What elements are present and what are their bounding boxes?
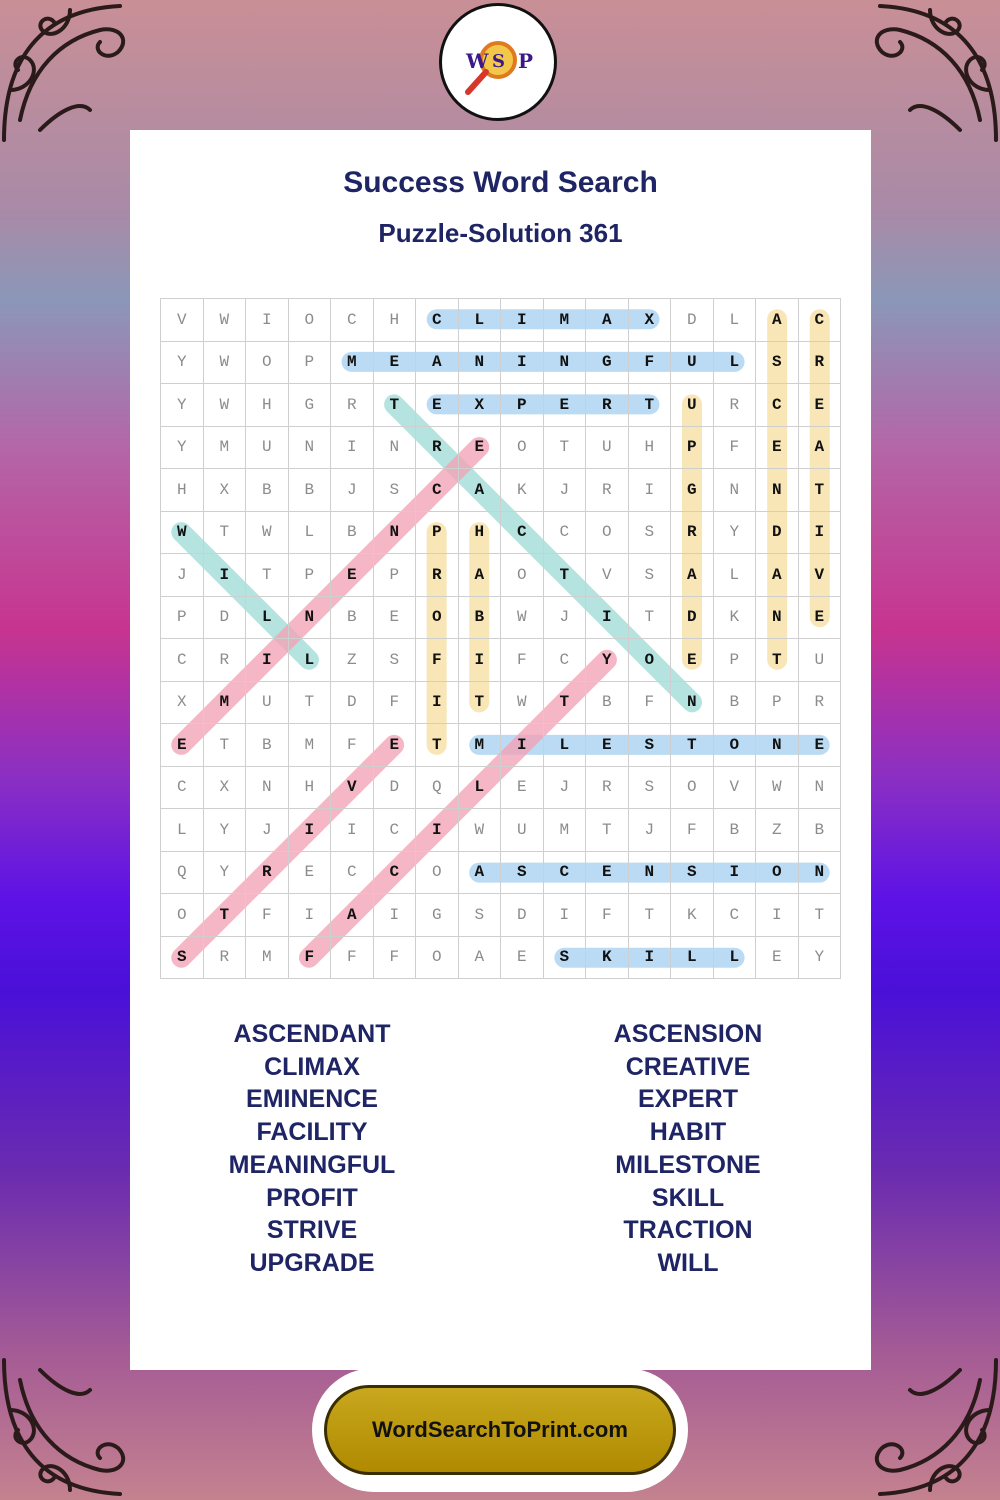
grid-cell[interactable]: I	[544, 894, 587, 937]
grid-cell[interactable]: C	[501, 512, 544, 555]
corner-ornament-icon	[0, 1350, 150, 1500]
grid-cell[interactable]: N	[714, 469, 757, 512]
grid-cell[interactable]: I	[629, 469, 672, 512]
grid-cell[interactable]: O	[416, 597, 459, 640]
grid-cell[interactable]: T	[629, 894, 672, 937]
corner-ornament-icon	[0, 0, 150, 150]
grid-cell[interactable]: A	[331, 894, 374, 937]
grid-cell[interactable]: O	[671, 767, 714, 810]
grid-cell[interactable]: P	[416, 512, 459, 555]
grid-cell[interactable]: O	[714, 724, 757, 767]
grid-cell[interactable]: B	[714, 809, 757, 852]
grid-cell[interactable]: S	[756, 342, 799, 385]
word-list-item: EXPERT	[637, 1085, 739, 1114]
word-list-item: ASCENDANT	[233, 1020, 391, 1048]
grid-cell[interactable]: L	[671, 937, 714, 980]
grid-cell[interactable]: I	[756, 894, 799, 937]
grid-cell[interactable]: J	[544, 597, 587, 640]
grid-cell[interactable]: M	[204, 682, 247, 725]
grid-cell[interactable]: P	[671, 427, 714, 470]
grid-cell[interactable]: M	[289, 724, 332, 767]
grid-cell[interactable]: I	[501, 299, 544, 342]
grid-cell[interactable]: B	[586, 682, 629, 725]
grid-cell[interactable]: Y	[799, 937, 842, 980]
grid-cell[interactable]: K	[671, 894, 714, 937]
grid-cell[interactable]: X	[459, 384, 502, 427]
grid-cell[interactable]: G	[416, 894, 459, 937]
grid-cell[interactable]: I	[416, 809, 459, 852]
site-link[interactable]: WordSearchToPrint.com	[324, 1385, 676, 1475]
grid-cell[interactable]: S	[459, 894, 502, 937]
grid-cell[interactable]: N	[799, 852, 842, 895]
grid-cell[interactable]: R	[416, 427, 459, 470]
grid-cell[interactable]: F	[501, 639, 544, 682]
grid-cell[interactable]: R	[331, 384, 374, 427]
footer-badge	[312, 1368, 688, 1492]
grid-cell[interactable]: R	[799, 342, 842, 385]
grid-cell[interactable]: U	[671, 342, 714, 385]
grid-cell[interactable]: N	[374, 427, 417, 470]
grid-cell[interactable]: F	[374, 682, 417, 725]
grid-cell[interactable]: A	[756, 554, 799, 597]
grid-cell[interactable]: C	[416, 469, 459, 512]
grid-cell[interactable]: L	[289, 512, 332, 555]
grid-cell[interactable]: G	[586, 342, 629, 385]
grid-cell[interactable]: T	[204, 724, 247, 767]
grid-cell[interactable]: G	[289, 384, 332, 427]
grid-cell[interactable]: L	[161, 809, 204, 852]
grid-cell[interactable]: B	[331, 512, 374, 555]
grid-cell[interactable]: X	[204, 767, 247, 810]
grid-cell[interactable]: V	[714, 767, 757, 810]
grid-cell[interactable]: E	[374, 724, 417, 767]
grid-cell[interactable]: O	[289, 299, 332, 342]
grid-cell[interactable]: F	[246, 894, 289, 937]
grid-cell[interactable]: I	[204, 554, 247, 597]
grid-cell[interactable]: I	[501, 724, 544, 767]
word-list-item: MEANINGFUL	[228, 1150, 396, 1179]
grid-cell[interactable]: D	[374, 767, 417, 810]
grid-cell[interactable]: M	[246, 937, 289, 980]
word-list-item: SKILL	[651, 1183, 725, 1212]
grid-cell[interactable]: D	[331, 682, 374, 725]
grid-cell[interactable]: I	[246, 299, 289, 342]
grid-cell[interactable]: T	[459, 682, 502, 725]
grid-cell[interactable]: I	[331, 427, 374, 470]
grid-cell[interactable]: D	[671, 299, 714, 342]
grid-cell[interactable]: W	[161, 512, 204, 555]
grid-cell[interactable]: S	[671, 852, 714, 895]
page-subtitle: Puzzle-Solution 361	[378, 218, 623, 248]
word-list-item: WILL	[657, 1248, 719, 1277]
grid-cell[interactable]: N	[756, 469, 799, 512]
grid-cell[interactable]: O	[416, 852, 459, 895]
grid-cell[interactable]: W	[246, 512, 289, 555]
grid-cell[interactable]: T	[544, 554, 587, 597]
grid-cell[interactable]: N	[756, 724, 799, 767]
grid-cell[interactable]: T	[544, 427, 587, 470]
grid-cell[interactable]: I	[289, 809, 332, 852]
grid-cell[interactable]: S	[629, 724, 672, 767]
grid-cell[interactable]: E	[586, 852, 629, 895]
grid-cell[interactable]: E	[799, 724, 842, 767]
grid-cell[interactable]: I	[331, 809, 374, 852]
grid-cell[interactable]: C	[374, 852, 417, 895]
grid-cell[interactable]: I	[246, 639, 289, 682]
grid-cell[interactable]: V	[799, 554, 842, 597]
grid-cell[interactable]: U	[501, 809, 544, 852]
word-list-item: CREATIVE	[625, 1052, 751, 1081]
grid-cell[interactable]: K	[586, 937, 629, 980]
grid-cell[interactable]: H	[374, 299, 417, 342]
grid-cell[interactable]: T	[204, 894, 247, 937]
grid-cell[interactable]: E	[501, 937, 544, 980]
grid-cell[interactable]: O	[501, 554, 544, 597]
grid-cell[interactable]: L	[459, 767, 502, 810]
grid-cell[interactable]: T	[671, 724, 714, 767]
grid-cell[interactable]: N	[289, 597, 332, 640]
grid-cell[interactable]: W	[756, 767, 799, 810]
grid-cell[interactable]: C	[544, 512, 587, 555]
word-list-item: CLIMAX	[264, 1052, 360, 1081]
grid-cell[interactable]: V	[586, 554, 629, 597]
grid-cell[interactable]: I	[289, 894, 332, 937]
grid-cell[interactable]: W	[204, 299, 247, 342]
grid-cell[interactable]: H	[459, 512, 502, 555]
grid-cell[interactable]: R	[586, 469, 629, 512]
grid-cell[interactable]: A	[416, 342, 459, 385]
grid-cell[interactable]: A	[459, 554, 502, 597]
grid-cell[interactable]: L	[714, 937, 757, 980]
grid-cell[interactable]: T	[799, 894, 842, 937]
grid-cell[interactable]: O	[501, 427, 544, 470]
grid-cell[interactable]: W	[204, 342, 247, 385]
grid-cell[interactable]: I	[799, 512, 842, 555]
grid-cell[interactable]: V	[331, 767, 374, 810]
grid-cell[interactable]: G	[671, 469, 714, 512]
grid-cell[interactable]: W	[459, 809, 502, 852]
grid-cell[interactable]: E	[586, 724, 629, 767]
grid-cell[interactable]: F	[629, 682, 672, 725]
grid-cell[interactable]: Q	[161, 852, 204, 895]
grid-cell[interactable]: E	[544, 384, 587, 427]
grid-cell[interactable]: T	[756, 639, 799, 682]
grid-cell[interactable]: P	[756, 682, 799, 725]
grid-cell[interactable]: F	[586, 894, 629, 937]
grid-cell[interactable]: A	[586, 299, 629, 342]
grid-cell[interactable]: I	[374, 894, 417, 937]
grid-cell[interactable]: E	[501, 767, 544, 810]
grid-cell[interactable]: X	[161, 682, 204, 725]
grid-cell[interactable]: U	[671, 384, 714, 427]
grid-cell[interactable]: Q	[416, 767, 459, 810]
grid-cell[interactable]: R	[416, 554, 459, 597]
grid-cell[interactable]: P	[289, 554, 332, 597]
grid-cell[interactable]: Y	[161, 427, 204, 470]
word-list-item: PROFIT	[266, 1183, 358, 1212]
grid-cell[interactable]: D	[671, 597, 714, 640]
grid-cell[interactable]: B	[246, 724, 289, 767]
grid-cell[interactable]: L	[459, 299, 502, 342]
grid-cell[interactable]: T	[799, 469, 842, 512]
word-list-item: TRACTION	[623, 1216, 753, 1245]
grid-cell[interactable]: P	[374, 554, 417, 597]
grid-cell[interactable]: Y	[586, 639, 629, 682]
grid-cell[interactable]: U	[246, 427, 289, 470]
grid-cell[interactable]: N	[799, 767, 842, 810]
grid-cell[interactable]: C	[416, 299, 459, 342]
grid-cell[interactable]: S	[501, 852, 544, 895]
grid-cell[interactable]: B	[331, 597, 374, 640]
grid-cell[interactable]: P	[289, 342, 332, 385]
word-list-item: HABIT	[649, 1118, 727, 1147]
grid-cell[interactable]: H	[246, 384, 289, 427]
grid-cell[interactable]: T	[204, 512, 247, 555]
word-list-item: ASCENSION	[613, 1020, 763, 1048]
grid-cell[interactable]: R	[671, 512, 714, 555]
grid-cell[interactable]: J	[161, 554, 204, 597]
grid-cell[interactable]: Y	[204, 852, 247, 895]
grid-cell[interactable]: J	[246, 809, 289, 852]
grid-cell[interactable]: P	[161, 597, 204, 640]
grid-cell[interactable]: F	[416, 639, 459, 682]
grid-cell[interactable]: L	[714, 299, 757, 342]
grid-cell[interactable]: B	[459, 597, 502, 640]
grid-cell[interactable]: M	[204, 427, 247, 470]
grid-cell[interactable]: B	[289, 469, 332, 512]
grid-cell[interactable]: E	[756, 937, 799, 980]
grid-cell[interactable]: R	[586, 767, 629, 810]
grid-cell[interactable]: F	[331, 937, 374, 980]
grid-cell[interactable]: H	[161, 469, 204, 512]
grid-cell[interactable]: S	[161, 937, 204, 980]
grid-cell[interactable]: I	[501, 342, 544, 385]
grid-cell[interactable]: I	[416, 682, 459, 725]
grid-cell[interactable]: E	[331, 554, 374, 597]
grid-cell[interactable]: X	[629, 299, 672, 342]
grid-cell[interactable]: P	[714, 639, 757, 682]
grid-cell[interactable]: F	[671, 809, 714, 852]
grid-cell[interactable]: Z	[331, 639, 374, 682]
grid-cell[interactable]: P	[501, 384, 544, 427]
grid-cell[interactable]: N	[374, 512, 417, 555]
page-title: Success Word Search	[343, 166, 658, 199]
grid-cell[interactable]: E	[416, 384, 459, 427]
grid-cell[interactable]: N	[756, 597, 799, 640]
grid-cell[interactable]: Y	[714, 512, 757, 555]
grid-cell[interactable]: S	[629, 512, 672, 555]
grid-cell[interactable]: R	[204, 639, 247, 682]
grid-cell[interactable]: E	[289, 852, 332, 895]
grid-cell[interactable]: C	[331, 852, 374, 895]
grid-cell[interactable]: O	[629, 639, 672, 682]
word-search-grid	[160, 298, 841, 979]
grid-cell[interactable]: N	[289, 427, 332, 470]
grid-cell[interactable]: C	[161, 639, 204, 682]
grid-cell[interactable]: C	[756, 384, 799, 427]
word-list-item: UPGRADE	[249, 1248, 375, 1277]
grid-cell[interactable]: A	[459, 469, 502, 512]
grid-cell[interactable]: R	[246, 852, 289, 895]
grid-cell[interactable]: J	[544, 469, 587, 512]
grid-cell[interactable]: Y	[161, 384, 204, 427]
grid-cell[interactable]: H	[629, 427, 672, 470]
grid-cell[interactable]: U	[586, 427, 629, 470]
grid-cell[interactable]: N	[544, 342, 587, 385]
grid-cell[interactable]: Z	[756, 809, 799, 852]
grid-cell[interactable]: E	[756, 427, 799, 470]
grid-cell[interactable]: J	[331, 469, 374, 512]
grid-cell[interactable]: V	[161, 299, 204, 342]
grid-cell[interactable]: C	[374, 809, 417, 852]
grid-cell[interactable]: A	[799, 427, 842, 470]
grid-cell[interactable]: U	[246, 682, 289, 725]
grid-cell[interactable]: C	[714, 894, 757, 937]
grid-cell[interactable]: C	[331, 299, 374, 342]
grid-cell[interactable]: O	[416, 937, 459, 980]
grid-cell[interactable]: T	[416, 724, 459, 767]
grid-cell[interactable]: J	[629, 809, 672, 852]
grid-cell[interactable]: K	[714, 597, 757, 640]
grid-cell[interactable]: R	[799, 682, 842, 725]
grid-cell[interactable]: M	[544, 809, 587, 852]
grid-cell[interactable]: C	[544, 852, 587, 895]
grid-cell[interactable]: N	[246, 767, 289, 810]
grid-cell[interactable]: J	[544, 767, 587, 810]
grid-cell[interactable]: A	[756, 299, 799, 342]
grid-cell[interactable]: L	[544, 724, 587, 767]
grid-cell[interactable]: E	[374, 342, 417, 385]
grid-cell[interactable]: R	[204, 937, 247, 980]
grid-cell[interactable]: L	[246, 597, 289, 640]
grid-cell[interactable]: L	[289, 639, 332, 682]
grid-cell[interactable]: R	[714, 384, 757, 427]
grid-cell[interactable]: O	[756, 852, 799, 895]
word-list-right	[528, 1018, 848, 1280]
grid-cell[interactable]: M	[544, 299, 587, 342]
grid-cell[interactable]: T	[629, 597, 672, 640]
grid-cell[interactable]: T	[544, 682, 587, 725]
grid-cell[interactable]: D	[204, 597, 247, 640]
grid-cell[interactable]: E	[374, 597, 417, 640]
logo-letter-s: S	[492, 51, 505, 72]
grid-cell[interactable]: C	[799, 299, 842, 342]
word-list-item: STRIVE	[266, 1216, 358, 1245]
grid-cell[interactable]: M	[331, 342, 374, 385]
grid-cell[interactable]: N	[459, 342, 502, 385]
grid-cell[interactable]: M	[459, 724, 502, 767]
grid-cell[interactable]: N	[671, 682, 714, 725]
grid-cell[interactable]: E	[161, 724, 204, 767]
grid-cell[interactable]: S	[629, 767, 672, 810]
grid-cell[interactable]: S	[544, 937, 587, 980]
grid-cell[interactable]: A	[459, 852, 502, 895]
word-list-left	[152, 1018, 472, 1280]
corner-ornament-icon	[850, 0, 1000, 150]
grid-cell[interactable]: S	[374, 469, 417, 512]
grid-cell[interactable]: F	[374, 937, 417, 980]
grid-cell[interactable]: L	[714, 342, 757, 385]
grid-cell[interactable]: B	[246, 469, 289, 512]
word-list-item: EMINENCE	[246, 1085, 378, 1114]
word-list-item: FACILITY	[256, 1118, 368, 1147]
grid-cell[interactable]: E	[799, 384, 842, 427]
grid-cell[interactable]: W	[204, 384, 247, 427]
grid-cell[interactable]: T	[246, 554, 289, 597]
grid-cell[interactable]: W	[501, 682, 544, 725]
grid-cell[interactable]: W	[501, 597, 544, 640]
grid-cell[interactable]: T	[289, 682, 332, 725]
grid-cell[interactable]: Y	[204, 809, 247, 852]
grid-cell[interactable]: E	[671, 639, 714, 682]
grid-cell[interactable]: F	[331, 724, 374, 767]
wsp-logo[interactable]	[439, 3, 557, 121]
logo-letter-p: P	[518, 49, 534, 73]
grid-cell[interactable]: C	[161, 767, 204, 810]
grid-cell[interactable]: T	[374, 384, 417, 427]
grid-cell[interactable]: B	[714, 682, 757, 725]
grid-cell[interactable]: I	[629, 937, 672, 980]
grid-cell[interactable]: Y	[161, 342, 204, 385]
grid-cell[interactable]: A	[459, 937, 502, 980]
grid-cell[interactable]: L	[714, 554, 757, 597]
grid-cell[interactable]: F	[629, 342, 672, 385]
grid-cell[interactable]: I	[459, 639, 502, 682]
logo-letter-w: W	[466, 49, 489, 73]
grid-cell[interactable]: N	[629, 852, 672, 895]
grid-cell[interactable]: X	[204, 469, 247, 512]
grid-cell[interactable]: T	[629, 384, 672, 427]
grid-cell[interactable]: B	[799, 809, 842, 852]
grid-cell[interactable]: S	[629, 554, 672, 597]
grid-cell[interactable]: R	[586, 384, 629, 427]
grid-cell[interactable]: F	[714, 427, 757, 470]
corner-ornament-icon	[850, 1350, 1000, 1500]
grid-cell[interactable]: O	[246, 342, 289, 385]
grid-cell[interactable]: E	[459, 427, 502, 470]
grid-cell[interactable]: O	[161, 894, 204, 937]
grid-cell[interactable]: A	[671, 554, 714, 597]
grid-cell[interactable]: C	[544, 639, 587, 682]
grid-cell[interactable]: D	[756, 512, 799, 555]
grid-cell[interactable]: E	[799, 597, 842, 640]
grid-cell[interactable]: U	[799, 639, 842, 682]
grid-cell[interactable]: H	[289, 767, 332, 810]
grid-cell[interactable]: S	[374, 639, 417, 682]
grid-cell[interactable]: F	[289, 937, 332, 980]
grid-cell[interactable]: D	[501, 894, 544, 937]
grid-cell[interactable]: T	[586, 809, 629, 852]
grid-cell[interactable]: K	[501, 469, 544, 512]
word-list-item: MILESTONE	[615, 1150, 761, 1179]
grid-cell[interactable]: I	[586, 597, 629, 640]
puzzle-card	[130, 130, 871, 1370]
grid-cell[interactable]: O	[586, 512, 629, 555]
grid-cell[interactable]: I	[714, 852, 757, 895]
